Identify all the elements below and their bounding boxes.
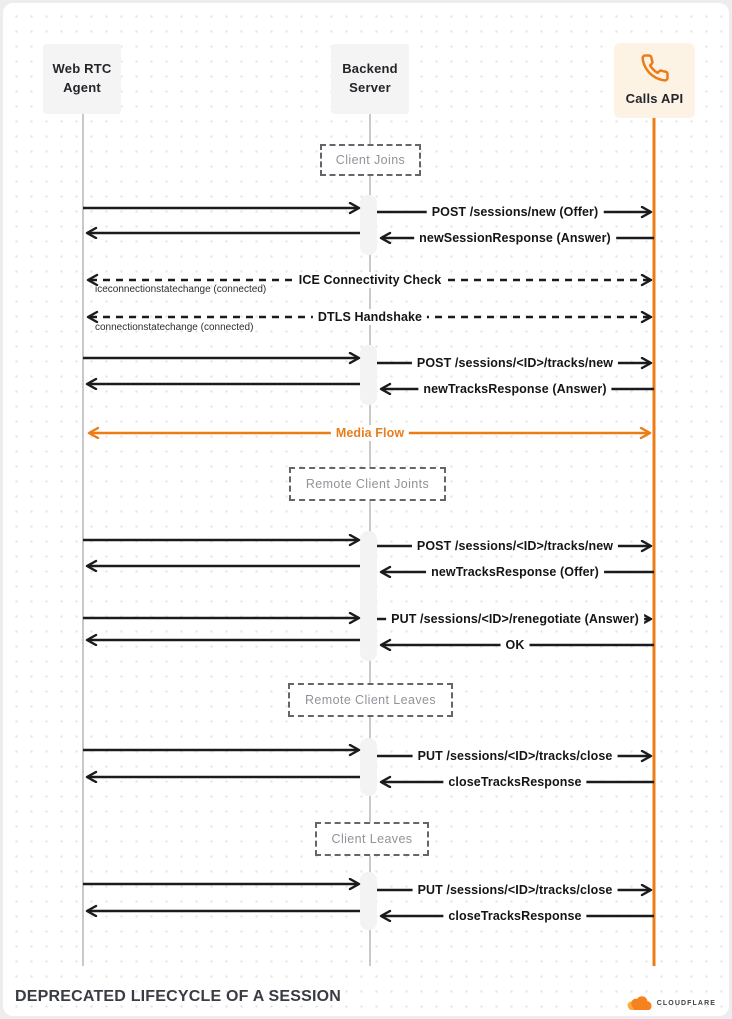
phone-icon xyxy=(640,53,670,83)
message-label: PUT /sessions/<ID>/renegotiate (Answer) xyxy=(386,611,644,627)
section-client-joins xyxy=(320,144,421,176)
activation-bar xyxy=(360,531,377,661)
cloudflare-cloud-icon xyxy=(622,995,654,1012)
section-remote-client-leaves xyxy=(288,683,453,717)
section-remote-client-joints xyxy=(289,467,446,501)
activation-bar xyxy=(360,872,377,930)
actor-backend-server xyxy=(331,44,409,114)
message-label: POST /sessions/<ID>/tracks/new xyxy=(412,538,618,554)
actor-webrtc-agent xyxy=(43,44,121,114)
cloudflare-logo xyxy=(622,995,716,1012)
section-label: Remote Client Leaves xyxy=(305,693,436,707)
message-label: ICE Connectivity Check xyxy=(294,272,447,288)
message-label: newTracksResponse (Offer) xyxy=(426,564,604,580)
section-label: Remote Client Joints xyxy=(305,477,430,491)
message-label: DTLS Handshake xyxy=(313,309,427,325)
message-label: newSessionResponse (Answer) xyxy=(414,230,616,246)
message-label: Media Flow xyxy=(331,425,409,441)
actor-calls-api xyxy=(614,43,695,118)
message-label: PUT /sessions/<ID>/tracks/close xyxy=(413,748,618,764)
message-note: iceconnectionstatechange (connected) xyxy=(95,284,267,295)
actor-label: Web RTC Agent xyxy=(52,61,112,95)
message-label: closeTracksResponse xyxy=(443,908,586,924)
message-label: POST /sessions/new (Offer) xyxy=(427,204,604,220)
section-label: Client Leaves xyxy=(331,832,413,846)
diagram-canvas xyxy=(3,3,729,1016)
cloudflare-wordmark: CLOUDFLARE xyxy=(656,1000,716,1007)
message-label: POST /sessions/<ID>/tracks/new xyxy=(412,355,618,371)
section-label: Client Joins xyxy=(335,153,406,167)
activation-bar xyxy=(360,195,377,255)
actor-label: Backend Server xyxy=(342,61,398,95)
message-note: connectionstatechange (connected) xyxy=(95,322,254,333)
message-label: PUT /sessions/<ID>/tracks/close xyxy=(413,882,618,898)
activation-bars xyxy=(360,195,377,930)
section-client-leaves xyxy=(315,822,429,856)
message-label: closeTracksResponse xyxy=(443,774,586,790)
message-label: OK xyxy=(501,637,530,653)
activation-bar xyxy=(360,345,377,405)
actor-label: Calls API xyxy=(625,90,684,106)
activation-bar xyxy=(360,738,377,796)
page-title: DEPRECATED LIFECYCLE OF A SESSION xyxy=(15,988,342,1005)
message-label: newTracksResponse (Answer) xyxy=(418,381,611,397)
